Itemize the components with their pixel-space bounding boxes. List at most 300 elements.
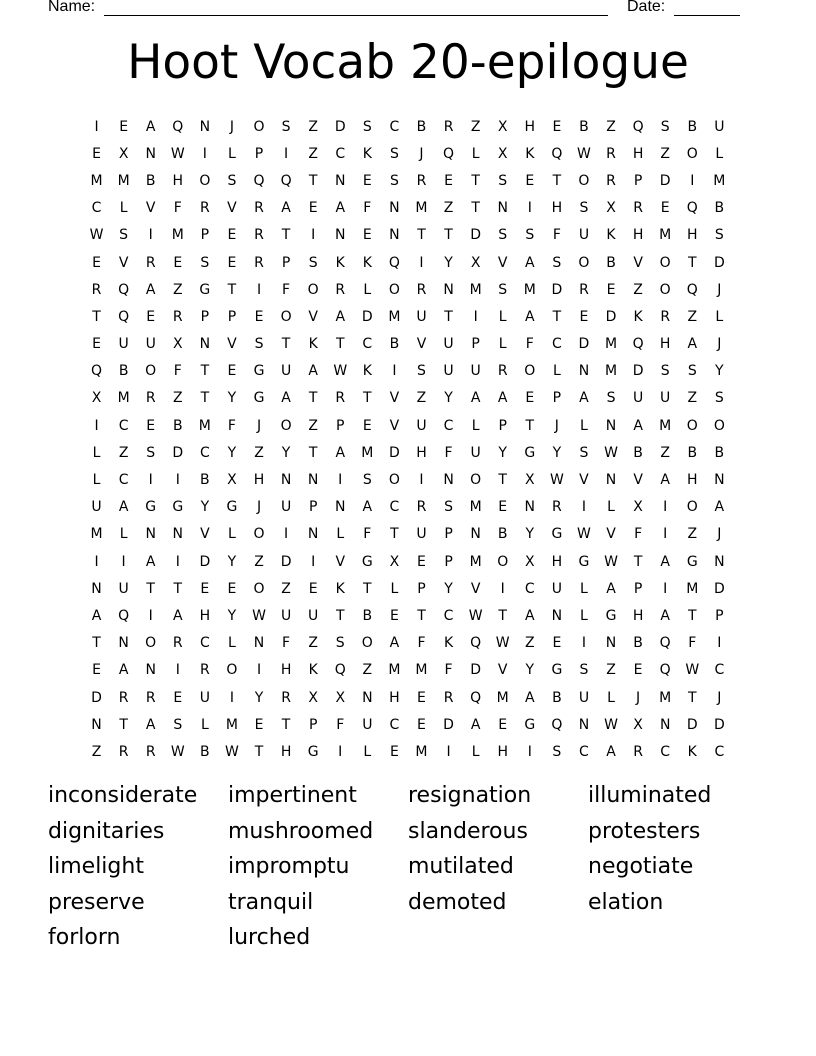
grid-letter: V <box>335 553 346 570</box>
grid-letter: Z <box>172 281 183 298</box>
grid-letter: H <box>389 689 400 706</box>
grid-letter: J <box>419 145 424 162</box>
grid-letter: O <box>686 145 698 162</box>
grid-letter: N <box>91 716 102 733</box>
grid-letter: D <box>713 254 725 271</box>
grid-letter: U <box>416 308 427 325</box>
grid-letter: E <box>417 689 426 706</box>
grid-letter: F <box>173 200 182 217</box>
grid-letter: P <box>444 553 453 570</box>
grid-letter: G <box>145 499 157 516</box>
grid-letter: W <box>685 662 700 679</box>
grid-letter: T <box>552 308 562 325</box>
grid-letter: K <box>335 580 345 597</box>
grid-letter: N <box>118 635 129 652</box>
word-bank <box>48 780 768 958</box>
grid-letter: E <box>227 363 237 380</box>
grid-letter: R <box>552 499 562 516</box>
grid-letter: W <box>549 472 564 489</box>
grid-letter: T <box>444 227 453 244</box>
grid-letter: A <box>606 580 616 597</box>
grid-letter: L <box>92 444 101 461</box>
grid-letter: S <box>525 227 535 244</box>
grid-letter: I <box>148 227 153 244</box>
grid-letter: M <box>469 499 482 516</box>
grid-row <box>83 602 733 629</box>
grid-letter: V <box>497 662 508 679</box>
grid-letter: C <box>118 472 129 489</box>
grid-letter: I <box>284 526 289 543</box>
grid-letter: F <box>363 526 372 543</box>
grid-letter: P <box>633 580 643 597</box>
grid-letter: Q <box>686 200 698 217</box>
grid-letter: K <box>308 336 318 353</box>
grid-letter: I <box>175 662 180 679</box>
grid-letter: E <box>308 580 318 597</box>
grid-letter: N <box>145 145 156 162</box>
grid-letter: D <box>713 716 725 733</box>
grid-row <box>83 738 733 765</box>
grid-row <box>83 249 733 276</box>
grid-letter: N <box>389 200 400 217</box>
grid-letter: L <box>498 308 507 325</box>
grid-letter: B <box>687 118 698 135</box>
grid-letter: B <box>633 444 643 461</box>
grid-letter: O <box>307 281 319 298</box>
grid-letter: X <box>172 336 183 353</box>
grid-letter: N <box>578 363 590 380</box>
word-bank-item: forlorn <box>48 925 121 951</box>
grid-letter: V <box>227 336 237 353</box>
grid-letter: R <box>443 689 454 706</box>
grid-letter: X <box>497 118 508 135</box>
grid-letter: S <box>498 172 508 189</box>
grid-letter: R <box>145 743 156 760</box>
date-blank-line[interactable] <box>674 15 740 16</box>
grid-letter: K <box>443 635 454 652</box>
grid-letter: X <box>633 499 643 516</box>
grid-letter: S <box>362 118 372 135</box>
date-label: Date: <box>627 0 666 15</box>
grid-letter: G <box>361 553 373 570</box>
grid-letter: Q <box>172 118 184 135</box>
grid-letter: B <box>172 417 183 434</box>
grid-letter: S <box>335 635 345 652</box>
grid-letter: T <box>200 363 210 380</box>
grid-letter: X <box>227 472 237 489</box>
grid-letter: L <box>471 145 480 162</box>
grid-letter: R <box>145 390 156 407</box>
grid-letter: N <box>714 472 725 489</box>
grid-letter: I <box>94 118 99 135</box>
grid-letter: N <box>199 118 211 135</box>
grid-letter: I <box>527 200 532 217</box>
grid-letter: E <box>417 716 426 733</box>
grid-letter: H <box>551 553 563 570</box>
grid-letter: B <box>389 336 400 353</box>
grid-letter: U <box>443 363 454 380</box>
grid-letter: L <box>200 716 209 733</box>
grid-letter: G <box>605 607 617 624</box>
grid-letter: I <box>256 281 262 298</box>
grid-letter: V <box>497 254 508 271</box>
grid-letter: K <box>362 363 372 380</box>
grid-letter: T <box>525 417 535 434</box>
grid-letter: E <box>362 417 372 434</box>
grid-letter: T <box>363 390 372 407</box>
grid-letter: N <box>605 472 617 489</box>
word-bank-item: demoted <box>408 889 507 915</box>
grid-letter: B <box>200 472 210 489</box>
grid-letter: P <box>336 417 345 434</box>
grid-letter: K <box>525 145 535 162</box>
grid-letter: I <box>392 363 397 380</box>
grid-letter: E <box>119 118 129 135</box>
grid-letter: Z <box>118 444 129 461</box>
grid-letter: U <box>145 336 156 353</box>
grid-letter: L <box>336 526 345 543</box>
grid-letter: N <box>172 526 184 543</box>
word-bank-item: elation <box>588 889 664 915</box>
grid-letter: E <box>200 580 210 597</box>
grid-letter: M <box>686 580 699 597</box>
grid-letter: U <box>280 363 292 380</box>
grid-letter: N <box>307 472 319 489</box>
grid-letter: Z <box>172 390 183 407</box>
grid-letter: A <box>118 499 129 516</box>
grid-letter: R <box>633 743 643 760</box>
grid-letter: F <box>227 417 236 434</box>
grid-letter: W <box>604 444 618 461</box>
grid-letter: Z <box>91 743 102 760</box>
grid-letter: R <box>199 200 210 217</box>
grid-letter: B <box>579 118 589 135</box>
grid-letter: M <box>388 662 401 679</box>
grid-letter: A <box>335 200 346 217</box>
grid-letter: S <box>227 172 237 189</box>
grid-letter: T <box>281 227 291 244</box>
grid-letter: B <box>416 118 427 135</box>
grid-row <box>83 276 733 303</box>
letter-grid <box>83 113 733 766</box>
grid-letter: T <box>281 336 291 353</box>
grid-letter: A <box>308 363 318 380</box>
grid-letter: S <box>687 363 697 380</box>
grid-letter: A <box>470 716 481 733</box>
grid-letter: R <box>606 145 616 162</box>
grid-letter: E <box>254 308 264 325</box>
grid-letter: L <box>552 363 561 380</box>
grid-letter: V <box>308 308 318 325</box>
grid-letter: R <box>254 227 264 244</box>
grid-letter: B <box>687 444 698 461</box>
word-bank-item: inconsiderate <box>48 783 198 808</box>
grid-letter: E <box>606 281 616 298</box>
grid-letter: O <box>713 417 725 434</box>
grid-letter: T <box>254 743 264 760</box>
grid-letter: T <box>335 336 345 353</box>
grid-letter: Y <box>552 444 562 461</box>
grid-letter: E <box>498 716 508 733</box>
grid-letter: T <box>390 526 399 543</box>
grid-letter: D <box>686 716 698 733</box>
grid-letter: N <box>253 635 265 652</box>
grid-letter: E <box>498 499 508 516</box>
grid-letter: I <box>473 308 478 325</box>
grid-letter: G <box>524 716 536 733</box>
grid-letter: I <box>202 145 207 162</box>
grid-letter: V <box>633 254 643 271</box>
grid-letter: H <box>632 145 644 162</box>
grid-letter: D <box>361 308 373 325</box>
header-fields <box>48 0 748 20</box>
grid-letter: D <box>389 444 400 461</box>
grid-letter: I <box>121 553 126 570</box>
grid-letter: W <box>170 743 185 760</box>
grid-letter: O <box>686 417 698 434</box>
grid-letter: L <box>119 200 128 217</box>
grid-letter: I <box>94 417 99 434</box>
grid-letter: L <box>92 472 101 489</box>
grid-letter: Q <box>659 635 671 652</box>
grid-letter: T <box>308 390 318 407</box>
grid-letter: R <box>416 499 427 516</box>
grid-letter: C <box>389 499 400 516</box>
grid-letter: Y <box>444 580 453 597</box>
grid-letter: G <box>551 526 563 543</box>
grid-letter: O <box>199 172 211 189</box>
grid-letter: H <box>632 227 644 244</box>
grid-letter: P <box>281 254 291 271</box>
grid-letter: V <box>200 526 210 543</box>
grid-letter: C <box>335 145 346 162</box>
grid-letter: O <box>388 281 400 298</box>
grid-letter: E <box>552 635 562 652</box>
grid-letter: F <box>282 635 291 652</box>
grid-letter: R <box>145 254 156 271</box>
grid-letter: O <box>578 254 590 271</box>
grid-letter: A <box>362 499 373 516</box>
grid-letter: Q <box>334 662 346 679</box>
grid-letter: A <box>633 417 643 434</box>
grid-letter: W <box>333 363 348 380</box>
grid-letter: S <box>146 444 156 461</box>
grid-letter: S <box>552 743 562 760</box>
grid-letter: H <box>524 118 536 135</box>
word-bank-item: protesters <box>588 818 701 844</box>
grid-letter: U <box>199 689 210 706</box>
grid-letter: E <box>579 308 589 325</box>
grid-letter: W <box>468 607 483 624</box>
grid-letter: H <box>686 472 698 489</box>
grid-row <box>83 167 733 194</box>
grid-letter: G <box>253 363 265 380</box>
grid-letter: P <box>308 716 318 733</box>
grid-letter: N <box>91 580 102 597</box>
grid-letter: S <box>498 227 508 244</box>
grid-letter: D <box>470 227 482 244</box>
grid-letter: X <box>335 689 346 706</box>
grid-letter: T <box>308 172 318 189</box>
grid-letter: A <box>281 390 291 407</box>
grid-letter: K <box>606 227 616 244</box>
grid-letter: U <box>632 390 644 407</box>
grid-letter: R <box>254 200 264 217</box>
grid-letter: I <box>717 635 722 652</box>
grid-letter: E <box>525 172 535 189</box>
grid-letter: O <box>253 526 265 543</box>
grid-letter: P <box>254 145 264 162</box>
grid-letter: Y <box>444 254 453 271</box>
grid-letter: Q <box>470 689 482 706</box>
grid-letter: X <box>633 716 643 733</box>
grid-letter: V <box>118 254 129 271</box>
grid-letter: U <box>416 417 427 434</box>
grid-letter: V <box>389 390 400 407</box>
grid-letter: B <box>118 363 129 380</box>
grid-letter: A <box>606 743 616 760</box>
grid-letter: N <box>335 172 346 189</box>
grid-letter: O <box>253 118 265 135</box>
grid-letter: I <box>663 526 668 543</box>
grid-letter: Z <box>687 390 698 407</box>
grid-letter: A <box>660 553 670 570</box>
grid-letter: S <box>444 499 453 516</box>
grid-letter: R <box>118 743 129 760</box>
grid-letter: U <box>578 689 590 706</box>
grid-letter: T <box>281 716 291 733</box>
grid-letter: T <box>363 580 372 597</box>
grid-letter: S <box>579 662 589 679</box>
grid-letter: G <box>578 553 590 570</box>
grid-letter: S <box>362 472 372 489</box>
grid-letter: H <box>632 607 644 624</box>
grid-letter: S <box>173 716 183 733</box>
grid-letter: F <box>552 227 561 244</box>
grid-letter: F <box>634 526 643 543</box>
grid-letter: N <box>551 607 563 624</box>
grid-letter: L <box>580 607 588 624</box>
grid-letter: Z <box>524 635 535 652</box>
grid-row <box>83 331 733 358</box>
grid-letter: S <box>389 172 399 189</box>
grid-letter: D <box>334 118 346 135</box>
grid-letter: M <box>415 200 428 217</box>
word-bank-item: limelight <box>48 854 144 880</box>
grid-letter: J <box>717 336 722 353</box>
grid-letter: U <box>308 607 319 624</box>
word-bank-item: resignation <box>408 783 532 808</box>
grid-letter: R <box>416 172 427 189</box>
grid-letter: I <box>446 743 451 760</box>
grid-letter: Q <box>253 172 265 189</box>
grid-letter: X <box>91 390 102 407</box>
grid-letter: R <box>633 200 643 217</box>
grid-letter: N <box>524 499 536 516</box>
grid-letter: I <box>148 472 153 489</box>
grid-letter: E <box>308 200 318 217</box>
grid-row <box>83 439 733 466</box>
grid-letter: Z <box>308 145 318 162</box>
grid-letter: O <box>470 472 482 489</box>
grid-letter: S <box>579 444 589 461</box>
grid-row <box>83 222 733 249</box>
grid-letter: A <box>470 390 481 407</box>
grid-letter: X <box>389 553 400 570</box>
grid-letter: Z <box>660 444 670 461</box>
grid-letter: A <box>145 118 156 135</box>
grid-letter: F <box>525 336 534 353</box>
grid-letter: A <box>687 336 698 353</box>
grid-letter: B <box>145 172 156 189</box>
grid-letter: Y <box>444 390 453 407</box>
grid-letter: H <box>686 227 698 244</box>
grid-letter: E <box>227 254 237 271</box>
grid-letter: I <box>338 472 343 489</box>
grid-letter: H <box>253 472 265 489</box>
grid-letter: T <box>227 281 237 298</box>
grid-letter: N <box>497 200 508 217</box>
grid-row <box>83 466 733 493</box>
grid-letter: T <box>552 172 562 189</box>
grid-letter: I <box>663 580 668 597</box>
grid-letter: I <box>338 743 343 760</box>
grid-letter: R <box>172 635 183 652</box>
grid-letter: I <box>175 553 180 570</box>
grid-letter: Z <box>308 417 318 434</box>
grid-letter: U <box>470 444 481 461</box>
grid-letter: B <box>552 689 562 706</box>
word-bank-item: mushroomed <box>228 818 374 844</box>
grid-letter: T <box>92 308 101 325</box>
grid-letter: S <box>389 145 399 162</box>
grid-letter: S <box>281 118 291 135</box>
grid-letter: T <box>444 308 453 325</box>
grid-letter: T <box>498 472 507 489</box>
grid-letter: E <box>254 716 264 733</box>
grid-letter: P <box>417 580 426 597</box>
grid-letter: A <box>118 662 129 679</box>
grid-letter: S <box>417 363 426 380</box>
grid-letter: C <box>524 580 535 597</box>
grid-letter: R <box>660 308 671 325</box>
grid-letter: M <box>415 662 428 679</box>
grid-letter: F <box>282 281 291 298</box>
grid-letter: N <box>145 662 156 679</box>
grid-letter: P <box>227 308 237 325</box>
grid-letter: K <box>362 145 372 162</box>
grid-letter: P <box>498 417 507 434</box>
grid-letter: L <box>607 499 615 516</box>
grid-letter: I <box>94 553 99 570</box>
grid-letter: I <box>419 472 424 489</box>
grid-letter: F <box>444 444 453 461</box>
grid-letter: B <box>714 444 725 461</box>
grid-letter: G <box>524 444 536 461</box>
grid-letter: G <box>253 390 265 407</box>
grid-letter: Z <box>606 662 616 679</box>
grid-letter: E <box>227 580 237 597</box>
grid-letter: U <box>578 227 590 244</box>
name-blank-line[interactable] <box>104 15 608 16</box>
grid-letter: P <box>200 308 210 325</box>
grid-letter: T <box>119 716 128 733</box>
word-bank-item: lurched <box>228 925 311 951</box>
grid-letter: Z <box>687 526 698 543</box>
grid-letter: O <box>686 499 698 516</box>
grid-letter: L <box>119 526 128 543</box>
grid-letter: T <box>471 172 480 189</box>
